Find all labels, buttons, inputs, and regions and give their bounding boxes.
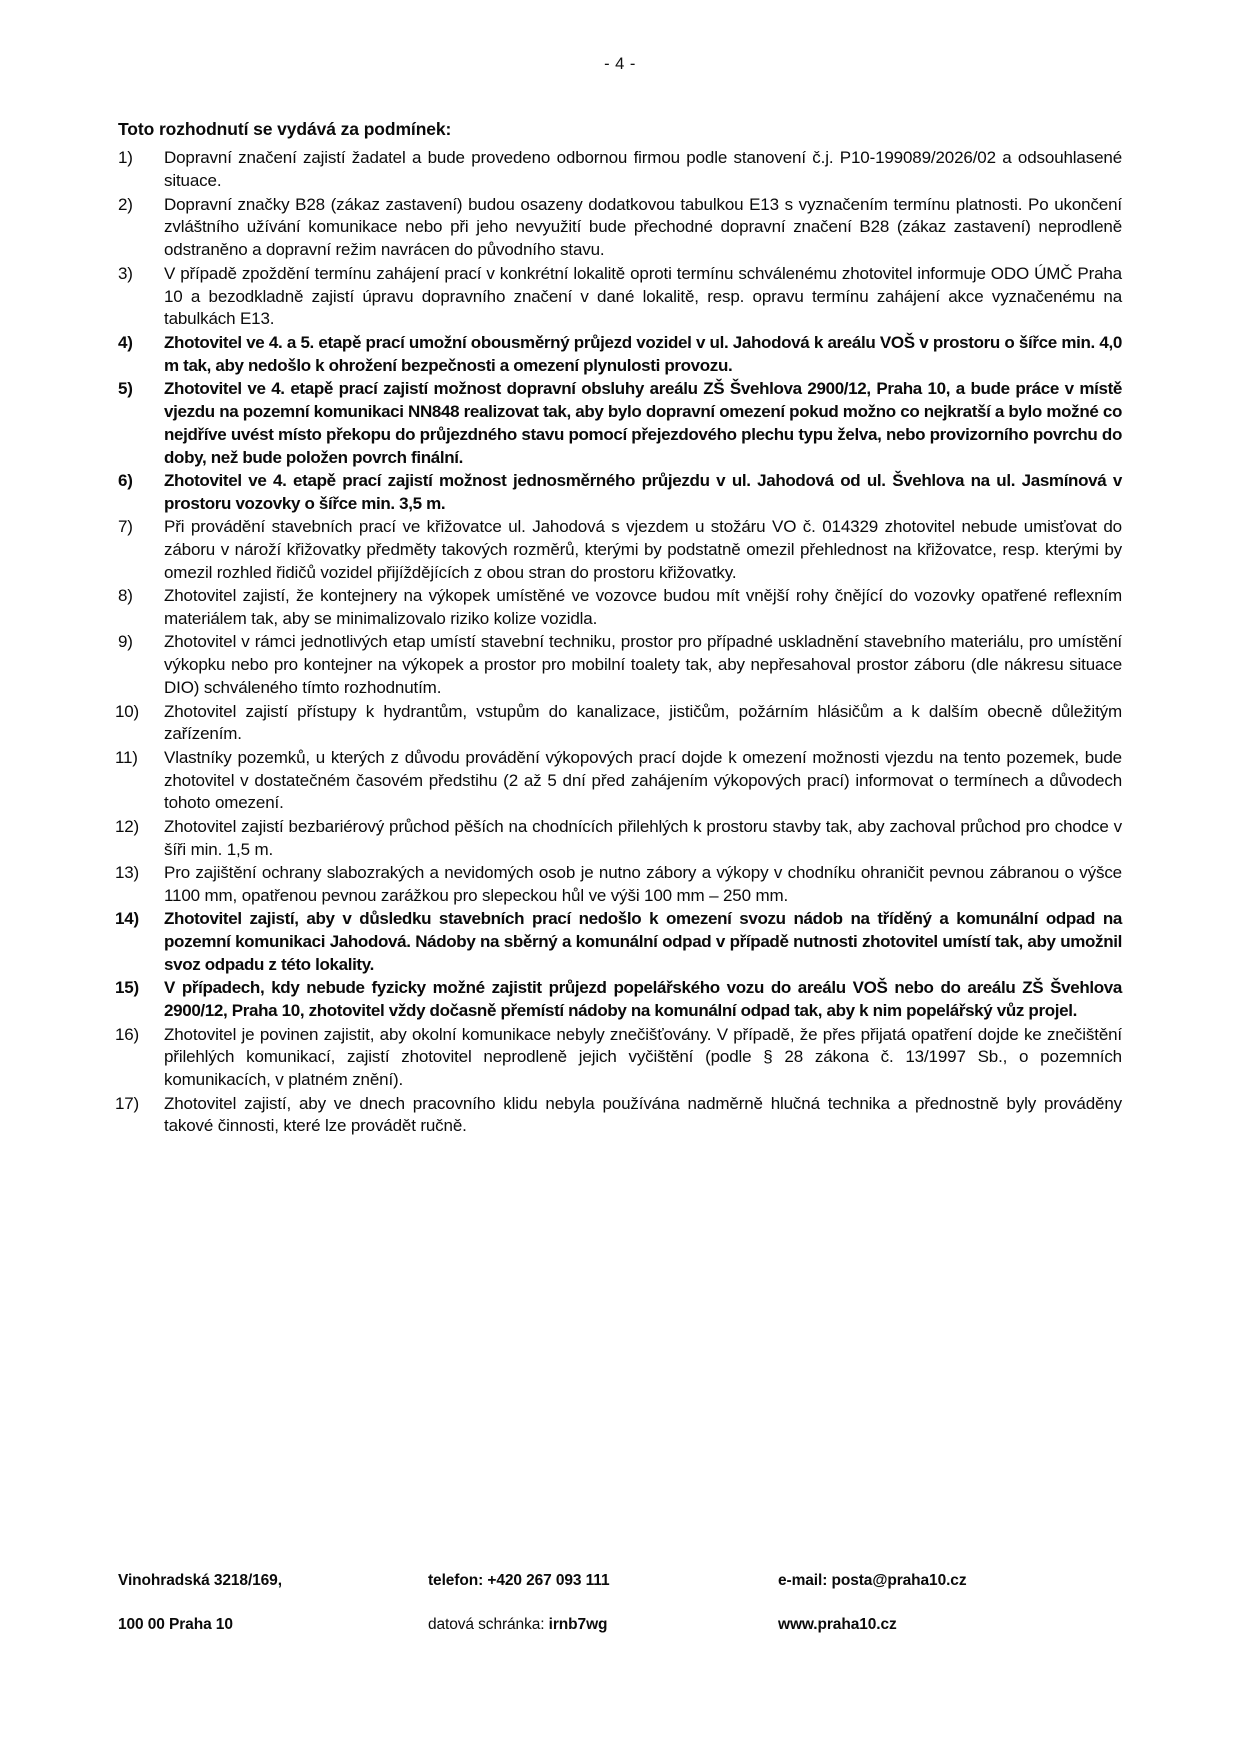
condition-marker: 10) xyxy=(115,701,139,721)
condition-text: Zhotovitel je povinen zajistit, aby okolní komunikace nebyly znečišťovány. V případě, že přes přijatá opatření dojde ke znečištění přilehlých komunikací, zajistí zhotovitel neprodleně jejich vyčištění (podle § 28 zákona č. 13/1997 Sb., o pozemních komunikacích, v platném znění). xyxy=(164,1024,1122,1090)
footer-contact xyxy=(428,1548,778,1658)
condition-item xyxy=(118,470,1122,516)
condition-text: Zhotovitel zajistí přístupy k hydrantům, vstupům do kanalizace, jističům, požárním hlásičům a k dalším obecně důležitým zařízením. xyxy=(164,701,1122,744)
footer-address-line2: 100 00 Praha 10 xyxy=(118,1616,233,1633)
footer-telephone xyxy=(428,1570,778,1592)
condition-marker: 17) xyxy=(115,1093,139,1113)
condition-item xyxy=(118,332,1122,378)
condition-item xyxy=(118,147,1122,193)
condition-marker: 5) xyxy=(118,378,133,398)
condition-marker: 7) xyxy=(118,517,133,537)
footer-online xyxy=(778,1548,1098,1658)
condition-marker: 15) xyxy=(115,978,139,998)
footer-email-label: e-mail: xyxy=(778,1572,828,1589)
footer-web[interactable]: www.praha10.cz xyxy=(778,1616,897,1633)
footer-address xyxy=(118,1548,428,1658)
condition-item xyxy=(115,747,1122,816)
condition-text: Zhotovitel zajistí bezbariérový průchod pěších na chodnících přilehlých k prostoru stavby tak, aby zachoval průchod pro chodce v šíři min. 1,5 m. xyxy=(164,816,1122,859)
condition-text: Při provádění stavebních prací ve křižovatce ul. Jahodová s vjezdem u stožáru VO č. 014329 zhotovitel nebude umisťovat do záboru v nároží křižovatky předměty takových rozměrů, kterými by podstatně omezil přehlednost na křižovatce, resp. kterými by omezil rozhled řidičů vozidel přijíždějících z obou stran do prostoru křižovatky. xyxy=(164,517,1122,582)
condition-marker: 14) xyxy=(115,909,139,929)
condition-item xyxy=(115,977,1122,1023)
condition-text: Dopravní značky B28 (zákaz zastavení) budou osazeny dodatkovou tabulkou E13 s vyznačením termínu platnosti. Po ukončení zvláštního užívání komunikace nebo při jeho nevyužití bude přechodné dopravní značení B28 (zákaz zastavení) neprodleně odstraněno a dopravní režim navrácen do původního stavu. xyxy=(164,194,1122,260)
condition-item xyxy=(115,862,1122,908)
condition-item xyxy=(118,263,1122,332)
condition-marker: 8) xyxy=(118,586,133,606)
condition-text: Pro zajištění ochrany slabozrakých a nevidomých osob je nutno zábory a výkopy v chodníku ohraničit pevnou zábranou o výšce 1100 mm, opatřenou pevnou zarážkou pro slepeckou hůl ve výši 100 mm – 250 mm. xyxy=(164,863,1122,905)
condition-marker: 16) xyxy=(115,1024,139,1044)
condition-marker: 11) xyxy=(115,747,138,767)
condition-item xyxy=(115,1024,1122,1093)
condition-marker: 2) xyxy=(118,194,133,214)
footer-databox-label: datová schránka: xyxy=(428,1616,545,1633)
condition-text: Vlastníky pozemků, u kterých z důvodu provádění výkopových prací dojde k omezení možnosti vjezdu na tento pozemek, bude zhotovitel v dostatečném časovém předstihu (2 až 5 dní před zahájením výkopových prací) informovat o termínech a důvodech tohoto omezení. xyxy=(164,747,1122,813)
condition-text: V případech, kdy nebude fyzicky možné zajistit průjezd popelářského vozu do areálu VOŠ nebo do areálu ZŠ Švehlova 2900/12, Praha 10, zhotovitel vždy dočasně přemístí nádoby na komunální odpad tak, aby k nim popelářský vůz projel. xyxy=(164,978,1122,1021)
condition-text: Zhotovitel zajistí, aby ve dnech pracovního klidu nebyla používána nadměrně hlučná technika a přednostně byly prováděny takové činnosti, které lze provádět ručně. xyxy=(164,1093,1122,1136)
condition-item xyxy=(118,516,1122,585)
page-number: - 4 - xyxy=(604,55,636,73)
condition-marker: 6) xyxy=(118,470,133,490)
condition-marker: 1) xyxy=(118,148,133,168)
condition-text: Dopravní značení zajistí žadatel a bude provedeno odbornou firmou podle stanovení č.j. P10-199089/2026/02 a odsouhlasené situace. xyxy=(164,148,1122,191)
intro-heading: Toto rozhodnutí se vydává za podmínek: xyxy=(118,119,452,139)
footer-email xyxy=(778,1570,1098,1592)
condition-item xyxy=(118,631,1122,700)
condition-item xyxy=(118,378,1122,469)
condition-marker: 12) xyxy=(115,816,139,836)
page-footer xyxy=(118,1548,1122,1658)
condition-marker: 9) xyxy=(118,632,133,652)
condition-text: Zhotovitel ve 4. etapě prací zajistí možnost dopravní obsluhy areálu ZŠ Švehlova 2900/12, Praha 10, a bude práce v místě vjezdu na pozemní komunikaci NN848 realizovat tak, aby bylo dopravní omezení pokud možno co nejkratší a bylo možné co nejdříve uvést místo překopu do průjezdného stavu pomocí přejezdového plechu typu želva, nebo provizorního povrchu do doby, než bude položen povrch finální. xyxy=(164,378,1122,467)
condition-marker: 4) xyxy=(118,332,133,352)
condition-text: Zhotovitel zajistí, aby v důsledku stavebních prací nedošlo k omezení svozu nádob na tříděný a komunální odpad na pozemní komunikaci Jahodová. Nádoby na sběrný a komunální odpad v případě nutnosti zhotovitel umístí tak, aby umožnil svoz odpadu z této lokality. xyxy=(164,909,1122,974)
footer-telephone-label: telefon: xyxy=(428,1572,484,1589)
condition-marker: 3) xyxy=(118,263,133,283)
conditions-list xyxy=(115,147,1122,1138)
condition-item xyxy=(118,585,1122,631)
condition-text: V případě zpoždění termínu zahájení prací v konkrétní lokalitě oproti termínu schválenému zhotovitel informuje ODO ÚMČ Praha 10 a bezodkladně zajistí úpravu dopravního značení v dané lokalitě, resp. opravu termínu zahájení akce vyznačenému na tabulkách E13. xyxy=(164,263,1122,329)
footer-databox-value: irnb7wg xyxy=(548,1616,608,1633)
condition-item xyxy=(115,701,1122,747)
footer-databox xyxy=(428,1614,778,1636)
footer-email-value[interactable]: posta@praha10.cz xyxy=(831,1572,967,1589)
condition-text: Zhotovitel ve 4. etapě prací zajistí možnost jednosměrného průjezdu v ul. Jahodová od ul. Švehlova na ul. Jasmínová v prostoru vozovky o šířce min. 3,5 m. xyxy=(164,470,1122,513)
condition-item xyxy=(115,908,1122,977)
footer-address-line1: Vinohradská 3218/169, xyxy=(118,1572,282,1589)
condition-item xyxy=(115,816,1122,862)
condition-text: Zhotovitel ve 4. a 5. etapě prací umožní obousměrný průjezd vozidel v ul. Jahodová k areálu VOŠ v prostoru o šířce min. 4,0 m tak, aby nedošlo k ohrožení bezpečnosti a omezení plynulosti provozu. xyxy=(164,332,1122,375)
condition-item xyxy=(115,1093,1122,1139)
footer-telephone-value: +420 267 093 111 xyxy=(487,1572,610,1589)
condition-item xyxy=(118,194,1122,263)
condition-text: Zhotovitel zajistí, že kontejnery na výkopek umístěné ve vozovce budou mít vnější rohy čnějící do vozovky opatřené reflexním materiálem tak, aby se minimalizovalo riziko kolize vozidla. xyxy=(164,586,1122,629)
condition-text: Zhotovitel v rámci jednotlivých etap umístí stavební techniku, prostor pro případné uskladnění stavebního materiálu, pro umístění výkopku nebo pro kontejner na výkopek a prostor pro mobilní toalety tak, aby nepřesahoval prostor záboru (dle nákresu situace DIO) schváleného tímto rozhodnutím. xyxy=(164,632,1122,698)
condition-marker: 13) xyxy=(115,863,139,883)
